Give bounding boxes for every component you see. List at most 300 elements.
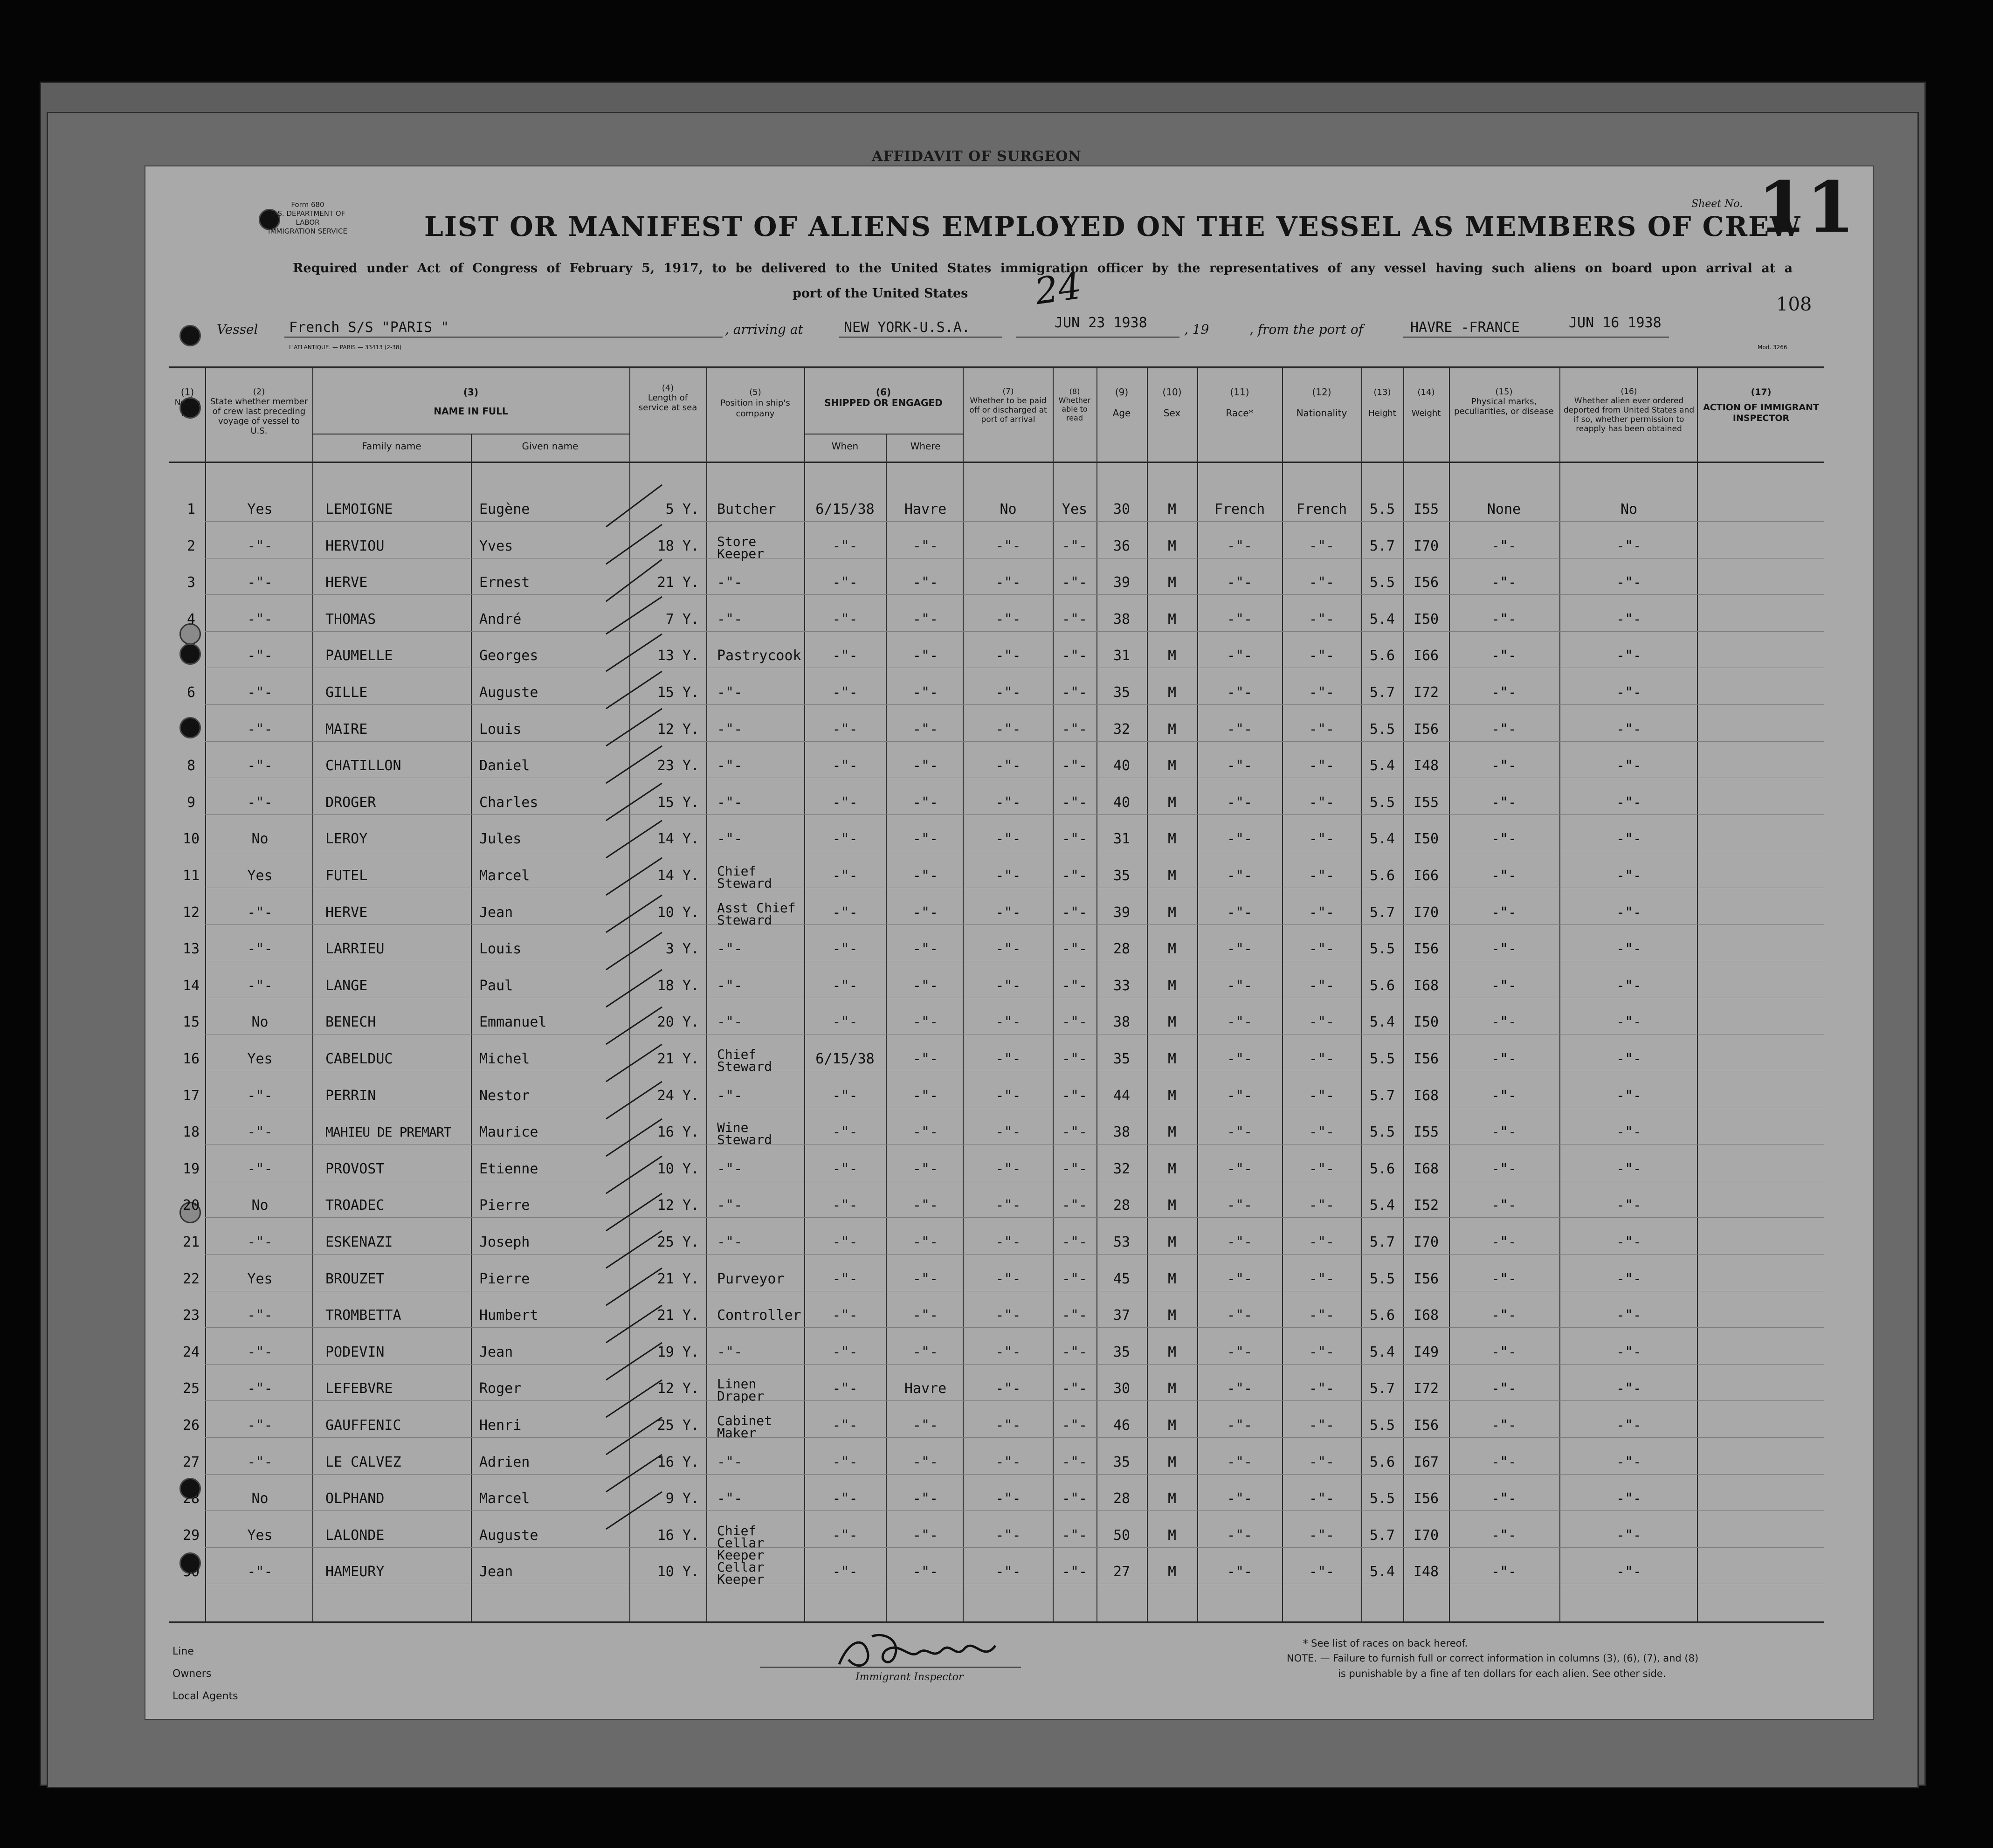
cell-family-name: FUTEL bbox=[325, 868, 368, 884]
cell-given-name: Maurice bbox=[479, 1124, 538, 1141]
cell-position: Chief Steward bbox=[717, 1047, 772, 1074]
cell-weight: I55 bbox=[1413, 501, 1439, 517]
cell-shipped-where: -"- bbox=[912, 648, 938, 664]
cell-family-name: TROADEC bbox=[325, 1197, 385, 1214]
cell-shipped-when: -"- bbox=[832, 794, 858, 811]
cell-height: 5.4 bbox=[1369, 1344, 1395, 1360]
col-sep bbox=[706, 367, 707, 1621]
cell-given-name: Jean bbox=[479, 1344, 513, 1360]
cell-deported: -"- bbox=[1616, 1454, 1642, 1470]
cell-service-length: 18 Y. bbox=[657, 977, 699, 994]
cell-row-number: 18 bbox=[182, 1124, 200, 1141]
cell-shipped-where: -"- bbox=[912, 721, 938, 738]
cell-prev-voyage: Yes bbox=[247, 1051, 273, 1067]
cell-nationality: -"- bbox=[1309, 574, 1335, 591]
cell-age: 38 bbox=[1113, 1014, 1131, 1031]
cell-race: -"- bbox=[1227, 904, 1253, 921]
cell-age: 39 bbox=[1113, 904, 1131, 921]
cell-deported: -"- bbox=[1616, 1490, 1642, 1507]
cell-age: 35 bbox=[1113, 1051, 1131, 1067]
cell-given-name: Michel bbox=[479, 1051, 530, 1067]
cell-family-name: MAIRE bbox=[325, 721, 368, 738]
cell-given-name: Jean bbox=[479, 1564, 513, 1580]
cell-shipped-where: -"- bbox=[912, 868, 938, 884]
cell-sex: M bbox=[1167, 1087, 1177, 1104]
cell-service-length: 23 Y. bbox=[657, 758, 699, 774]
col-9-header: (9) Age bbox=[1112, 386, 1131, 419]
cell-race: -"- bbox=[1227, 1564, 1253, 1580]
cell-shipped-when: -"- bbox=[832, 1564, 858, 1580]
cell-age: 46 bbox=[1113, 1417, 1131, 1434]
col-sep bbox=[1053, 367, 1054, 1621]
cell-weight: I55 bbox=[1413, 794, 1439, 811]
cell-age: 30 bbox=[1113, 501, 1131, 517]
cell-height: 5.7 bbox=[1369, 1087, 1395, 1104]
cell-sex: M bbox=[1167, 1234, 1177, 1250]
cell-weight: I70 bbox=[1413, 1527, 1439, 1544]
cell-row-number: 4 bbox=[186, 611, 196, 627]
cell-position: -"- bbox=[717, 1014, 743, 1031]
cell-able-to-read: -"- bbox=[1062, 1087, 1088, 1104]
cell-sex: M bbox=[1167, 574, 1177, 591]
cell-nationality: -"- bbox=[1309, 831, 1335, 848]
cell-paid-off: -"- bbox=[995, 538, 1021, 554]
cell-able-to-read: -"- bbox=[1062, 868, 1088, 884]
cell-physical-marks: -"- bbox=[1491, 538, 1517, 554]
cell-age: 39 bbox=[1113, 574, 1131, 591]
cell-physical-marks: -"- bbox=[1491, 1344, 1517, 1360]
cell-race: -"- bbox=[1227, 868, 1253, 884]
header-bottom-rule bbox=[169, 462, 1824, 463]
cell-shipped-where: -"- bbox=[912, 1527, 938, 1544]
cell-sex: M bbox=[1167, 1564, 1177, 1580]
cell-paid-off: -"- bbox=[995, 1380, 1021, 1397]
cell-nationality: -"- bbox=[1309, 721, 1335, 738]
row-rule bbox=[205, 1217, 1824, 1218]
cell-weight: I48 bbox=[1413, 1564, 1439, 1580]
cell-family-name: BENECH bbox=[325, 1014, 376, 1031]
cell-given-name: Joseph bbox=[479, 1234, 530, 1250]
cell-deported: -"- bbox=[1616, 1527, 1642, 1544]
port-underline bbox=[839, 337, 1002, 338]
cell-paid-off: -"- bbox=[995, 1270, 1021, 1287]
cell-prev-voyage: -"- bbox=[247, 1454, 273, 1470]
corner-page-number: 108 bbox=[1776, 294, 1812, 315]
form-id-block bbox=[261, 200, 354, 236]
cell-physical-marks: -"- bbox=[1491, 831, 1517, 848]
cell-able-to-read: -"- bbox=[1062, 904, 1088, 921]
row-rule bbox=[205, 1437, 1824, 1438]
cell-row-number: 16 bbox=[182, 1051, 200, 1067]
cell-physical-marks: -"- bbox=[1491, 1380, 1517, 1397]
cell-able-to-read: -"- bbox=[1062, 1051, 1088, 1067]
cell-deported: -"- bbox=[1616, 868, 1642, 884]
cell-position: Cabinet Maker bbox=[717, 1413, 772, 1441]
cell-race: -"- bbox=[1227, 538, 1253, 554]
cell-position: Chief Cellar Keeper bbox=[717, 1523, 765, 1563]
col-15-header: (15) Physical marks, peculiarities, or disease bbox=[1454, 387, 1554, 416]
cell-race: -"- bbox=[1227, 831, 1253, 848]
cell-age: 37 bbox=[1113, 1307, 1131, 1324]
cell-family-name: GILLE bbox=[325, 684, 368, 701]
cell-age: 32 bbox=[1113, 1160, 1131, 1177]
cell-service-length: 10 Y. bbox=[657, 904, 699, 921]
cell-able-to-read: -"- bbox=[1062, 1160, 1088, 1177]
cell-weight: I70 bbox=[1413, 1234, 1439, 1250]
cell-age: 28 bbox=[1113, 941, 1131, 958]
cell-shipped-where: -"- bbox=[912, 904, 938, 921]
cell-race: -"- bbox=[1227, 1454, 1253, 1470]
cell-shipped-when: -"- bbox=[832, 1344, 858, 1360]
cell-age: 50 bbox=[1113, 1527, 1131, 1544]
cell-service-length: 16 Y. bbox=[657, 1527, 699, 1544]
cell-physical-marks: -"- bbox=[1491, 1307, 1517, 1324]
row-rule bbox=[205, 1400, 1824, 1401]
cell-physical-marks: -"- bbox=[1491, 1234, 1517, 1250]
cell-physical-marks: None bbox=[1487, 501, 1521, 517]
service-tick-marks bbox=[601, 480, 671, 1622]
cell-shipped-when: -"- bbox=[832, 648, 858, 664]
cell-nationality: -"- bbox=[1309, 794, 1335, 811]
cell-deported: -"- bbox=[1616, 648, 1642, 664]
cell-deported: -"- bbox=[1616, 1380, 1642, 1397]
printer-line: L'ATLANTIQUE. — PARIS — 33413 (2-38) bbox=[289, 344, 402, 351]
cell-shipped-where: -"- bbox=[912, 1124, 938, 1141]
cell-position: -"- bbox=[717, 1344, 743, 1360]
cell-race: -"- bbox=[1227, 648, 1253, 664]
cell-height: 5.6 bbox=[1369, 1454, 1395, 1470]
cell-position: -"- bbox=[717, 1087, 743, 1104]
cell-shipped-where: Havre bbox=[904, 1380, 947, 1397]
cell-family-name: CHATILLON bbox=[325, 758, 401, 774]
cell-shipped-when: 6/15/38 bbox=[815, 1051, 875, 1067]
shipped-when-subheader: When bbox=[831, 441, 859, 452]
cell-weight: I56 bbox=[1413, 721, 1439, 738]
year-label: , 19 bbox=[1184, 322, 1209, 337]
cell-shipped-when: -"- bbox=[832, 1307, 858, 1324]
col-sep bbox=[205, 367, 206, 1621]
cell-family-name: HERVE bbox=[325, 904, 368, 921]
cell-position: Cellar Keeper bbox=[717, 1559, 765, 1587]
cell-race: -"- bbox=[1227, 1417, 1253, 1434]
cell-row-number: 30 bbox=[182, 1564, 200, 1580]
cell-weight: I50 bbox=[1413, 1014, 1439, 1031]
cell-height: 5.5 bbox=[1369, 721, 1395, 738]
cell-weight: I50 bbox=[1413, 831, 1439, 848]
department-name: U.S. DEPARTMENT OF LABOR bbox=[270, 209, 345, 227]
cell-prev-voyage: No bbox=[251, 1014, 269, 1031]
cell-age: 32 bbox=[1113, 721, 1131, 738]
cell-able-to-read: -"- bbox=[1062, 941, 1088, 958]
cell-given-name: Auguste bbox=[479, 1527, 538, 1544]
cell-sex: M bbox=[1167, 501, 1177, 517]
col-16-header: (16) Whether alien ever ordered deported from United States and if so, whether permission to reapply has been obtained bbox=[1563, 387, 1695, 434]
cell-weight: I66 bbox=[1413, 868, 1439, 884]
cell-weight: I55 bbox=[1413, 1124, 1439, 1141]
cell-height: 5.7 bbox=[1369, 1527, 1395, 1544]
cell-physical-marks: -"- bbox=[1491, 1527, 1517, 1544]
cell-age: 33 bbox=[1113, 977, 1131, 994]
cell-shipped-when: -"- bbox=[832, 1270, 858, 1287]
cell-row-number: 9 bbox=[186, 794, 196, 811]
cell-shipped-where: -"- bbox=[912, 1564, 938, 1580]
cell-row-number: 13 bbox=[182, 941, 200, 958]
col-sep bbox=[312, 367, 313, 1621]
cell-shipped-where: -"- bbox=[912, 1234, 938, 1250]
col-sep bbox=[1697, 367, 1698, 1621]
cell-family-name: OLPHAND bbox=[325, 1490, 385, 1507]
cell-shipped-where: -"- bbox=[912, 1417, 938, 1434]
races-note: * See list of races on back hereof. bbox=[1303, 1638, 1468, 1649]
cell-prev-voyage: -"- bbox=[247, 1124, 273, 1141]
cell-position: -"- bbox=[717, 794, 743, 811]
cell-family-name: PROVOST bbox=[325, 1160, 385, 1177]
cell-service-length: 12 Y. bbox=[657, 1197, 699, 1214]
cell-deported: -"- bbox=[1616, 941, 1642, 958]
cell-height: 5.4 bbox=[1369, 611, 1395, 627]
cell-height: 5.4 bbox=[1369, 1197, 1395, 1214]
cell-nationality: -"- bbox=[1309, 538, 1335, 554]
cell-prev-voyage: -"- bbox=[247, 1307, 273, 1324]
row-rule bbox=[205, 1144, 1824, 1145]
cell-height: 5.7 bbox=[1369, 904, 1395, 921]
cell-paid-off: -"- bbox=[995, 1490, 1021, 1507]
departure-port: HAVRE -FRANCE bbox=[1410, 319, 1520, 336]
cell-prev-voyage: -"- bbox=[247, 904, 273, 921]
cell-paid-off: -"- bbox=[995, 1087, 1021, 1104]
cell-nationality: -"- bbox=[1309, 1380, 1335, 1397]
cell-shipped-when: -"- bbox=[832, 1454, 858, 1470]
cell-race: -"- bbox=[1227, 941, 1253, 958]
cell-sex: M bbox=[1167, 1307, 1177, 1324]
cell-deported: -"- bbox=[1616, 684, 1642, 701]
cell-row-number: 21 bbox=[182, 1234, 200, 1250]
cell-weight: I48 bbox=[1413, 758, 1439, 774]
cell-height: 5.6 bbox=[1369, 977, 1395, 994]
cell-row-number: 19 bbox=[182, 1160, 200, 1177]
cell-family-name: HERVIOU bbox=[325, 538, 385, 554]
cell-prev-voyage: -"- bbox=[247, 1417, 273, 1434]
cell-position: Linen Draper bbox=[717, 1376, 765, 1404]
cell-service-length: 9 Y. bbox=[665, 1490, 699, 1507]
cell-position: Store Keeper bbox=[717, 533, 765, 561]
cell-row-number: 11 bbox=[182, 868, 200, 884]
cell-able-to-read: -"- bbox=[1062, 1454, 1088, 1470]
cell-nationality: -"- bbox=[1309, 1417, 1335, 1434]
requirement-text-line1: Required under Act of Congress of February 5, 1917, to be delivered to the United States immigration officer by the representatives of any vessel having such aliens on board upon arrival at a bbox=[293, 261, 1793, 276]
cell-physical-marks: -"- bbox=[1491, 611, 1517, 627]
cell-position: -"- bbox=[717, 831, 743, 848]
cell-paid-off: -"- bbox=[995, 794, 1021, 811]
cell-shipped-when: -"- bbox=[832, 977, 858, 994]
cell-prev-voyage: -"- bbox=[247, 611, 273, 627]
cell-family-name: HAMEURY bbox=[325, 1564, 385, 1580]
cell-weight: I56 bbox=[1413, 1270, 1439, 1287]
cell-shipped-where: -"- bbox=[912, 611, 938, 627]
cell-deported: -"- bbox=[1616, 1307, 1642, 1324]
cell-position: -"- bbox=[717, 758, 743, 774]
cell-weight: I56 bbox=[1413, 1417, 1439, 1434]
cell-row-number: 17 bbox=[182, 1087, 200, 1104]
col-5-header: (5) Position in ship's company bbox=[720, 387, 790, 419]
cell-position: Wine Steward bbox=[717, 1120, 772, 1148]
cell-shipped-where: -"- bbox=[912, 684, 938, 701]
cell-shipped-where: -"- bbox=[912, 1454, 938, 1470]
cell-height: 5.5 bbox=[1369, 501, 1395, 517]
cell-shipped-when: -"- bbox=[832, 1197, 858, 1214]
cell-age: 27 bbox=[1113, 1564, 1131, 1580]
arrival-date-stamp: JUN 23 1938 bbox=[1055, 315, 1147, 331]
cell-shipped-where: -"- bbox=[912, 574, 938, 591]
cell-shipped-where: -"- bbox=[912, 794, 938, 811]
cell-shipped-where: -"- bbox=[912, 941, 938, 958]
cell-race: -"- bbox=[1227, 1124, 1253, 1141]
cell-given-name: Humbert bbox=[479, 1307, 538, 1324]
cell-sex: M bbox=[1167, 1051, 1177, 1067]
cell-position: -"- bbox=[717, 721, 743, 738]
cell-deported: -"- bbox=[1616, 538, 1642, 554]
cell-height: 5.5 bbox=[1369, 1051, 1395, 1067]
cell-service-length: 18 Y. bbox=[657, 538, 699, 554]
col-11-header: (11) Race* bbox=[1226, 386, 1254, 419]
vessel-name: French S/S "PARIS " bbox=[289, 319, 449, 336]
cell-weight: I56 bbox=[1413, 941, 1439, 958]
cell-age: 45 bbox=[1113, 1270, 1131, 1287]
cell-given-name: Jules bbox=[479, 831, 522, 848]
cell-physical-marks: -"- bbox=[1491, 1014, 1517, 1031]
cell-weight: I66 bbox=[1413, 648, 1439, 664]
cell-sex: M bbox=[1167, 941, 1177, 958]
cell-paid-off: -"- bbox=[995, 1454, 1021, 1470]
cell-race: -"- bbox=[1227, 1380, 1253, 1397]
cell-shipped-when: -"- bbox=[832, 574, 858, 591]
cell-prev-voyage: -"- bbox=[247, 1234, 273, 1250]
cell-service-length: 25 Y. bbox=[657, 1417, 699, 1434]
cell-shipped-where: -"- bbox=[912, 1344, 938, 1360]
cell-sex: M bbox=[1167, 904, 1177, 921]
cell-paid-off: -"- bbox=[995, 1344, 1021, 1360]
cell-shipped-when: -"- bbox=[832, 1417, 858, 1434]
cell-physical-marks: -"- bbox=[1491, 1417, 1517, 1434]
cell-deported: -"- bbox=[1616, 1051, 1642, 1067]
cell-nationality: -"- bbox=[1309, 1087, 1335, 1104]
col-7-header: (7) Whether to be paid off or discharged at port of arrival bbox=[969, 387, 1047, 424]
cell-weight: I68 bbox=[1413, 977, 1439, 994]
cell-weight: I67 bbox=[1413, 1454, 1439, 1470]
cell-shipped-when: -"- bbox=[832, 941, 858, 958]
cell-shipped-where: -"- bbox=[912, 1051, 938, 1067]
cell-sex: M bbox=[1167, 1197, 1177, 1214]
cell-sex: M bbox=[1167, 538, 1177, 554]
cell-height: 5.4 bbox=[1369, 831, 1395, 848]
cell-service-length: 7 Y. bbox=[665, 611, 699, 627]
cell-service-length: 16 Y. bbox=[657, 1124, 699, 1141]
cell-position: -"- bbox=[717, 1234, 743, 1250]
cell-weight: I68 bbox=[1413, 1307, 1439, 1324]
col-sep bbox=[963, 367, 964, 1621]
cell-race: -"- bbox=[1227, 1160, 1253, 1177]
cell-nationality: -"- bbox=[1309, 1197, 1335, 1214]
cell-given-name: Auguste bbox=[479, 684, 538, 701]
cell-able-to-read: -"- bbox=[1062, 1270, 1088, 1287]
cell-row-number: 3 bbox=[186, 574, 196, 591]
cell-position: Pastrycook bbox=[717, 648, 801, 664]
cell-race: -"- bbox=[1227, 1051, 1253, 1067]
cell-row-number: 15 bbox=[182, 1014, 200, 1031]
cell-age: 35 bbox=[1113, 684, 1131, 701]
col-10-header: (10) Sex bbox=[1162, 386, 1182, 419]
sheet-number: 11 bbox=[1758, 166, 1855, 248]
cell-race: -"- bbox=[1227, 758, 1253, 774]
cell-deported: -"- bbox=[1616, 831, 1642, 848]
cell-sex: M bbox=[1167, 794, 1177, 811]
cell-service-length: 10 Y. bbox=[657, 1564, 699, 1580]
cell-race: -"- bbox=[1227, 1490, 1253, 1507]
row-rule bbox=[205, 814, 1824, 815]
cell-race: -"- bbox=[1227, 721, 1253, 738]
cell-able-to-read: -"- bbox=[1062, 1417, 1088, 1434]
cell-prev-voyage: No bbox=[251, 831, 269, 848]
cell-prev-voyage: Yes bbox=[247, 501, 273, 517]
col-sep bbox=[1449, 367, 1450, 1621]
cell-physical-marks: -"- bbox=[1491, 1051, 1517, 1067]
cell-height: 5.5 bbox=[1369, 794, 1395, 811]
cell-sex: M bbox=[1167, 758, 1177, 774]
cell-race: -"- bbox=[1227, 684, 1253, 701]
sheet-label: Sheet No. bbox=[1691, 198, 1743, 210]
cell-paid-off: -"- bbox=[995, 1197, 1021, 1214]
cell-sex: M bbox=[1167, 684, 1177, 701]
cell-race: -"- bbox=[1227, 1197, 1253, 1214]
cell-weight: I68 bbox=[1413, 1160, 1439, 1177]
cell-physical-marks: -"- bbox=[1491, 977, 1517, 994]
cell-height: 5.5 bbox=[1369, 941, 1395, 958]
cell-age: 35 bbox=[1113, 1344, 1131, 1360]
row-rule bbox=[205, 558, 1824, 559]
cell-sex: M bbox=[1167, 1270, 1177, 1287]
cell-prev-voyage: -"- bbox=[247, 1344, 273, 1360]
form-model: Mod. 3266 bbox=[1758, 344, 1787, 351]
cell-position: Butcher bbox=[717, 501, 776, 517]
cell-physical-marks: -"- bbox=[1491, 648, 1517, 664]
cell-height: 5.7 bbox=[1369, 684, 1395, 701]
cell-nationality: French bbox=[1296, 501, 1347, 517]
date-underline bbox=[1016, 337, 1179, 338]
fine-note: NOTE. — Failure to furnish full or correct information in columns (3), (6), (7), and (8) bbox=[1287, 1653, 1699, 1664]
cell-deported: -"- bbox=[1616, 1124, 1642, 1141]
cell-family-name: LEFEBVRE bbox=[325, 1380, 393, 1397]
cell-age: 44 bbox=[1113, 1087, 1131, 1104]
cell-age: 35 bbox=[1113, 1454, 1131, 1470]
cell-position: -"- bbox=[717, 1197, 743, 1214]
cell-service-length: 13 Y. bbox=[657, 648, 699, 664]
cell-nationality: -"- bbox=[1309, 1527, 1335, 1544]
cell-paid-off: -"- bbox=[995, 758, 1021, 774]
cell-paid-off: -"- bbox=[995, 611, 1021, 627]
cell-position: -"- bbox=[717, 977, 743, 994]
family-name-subheader: Family name bbox=[362, 441, 421, 452]
cell-paid-off: -"- bbox=[995, 831, 1021, 848]
cell-given-name: Adrien bbox=[479, 1454, 530, 1470]
cell-able-to-read: -"- bbox=[1062, 684, 1088, 701]
cell-row-number: 14 bbox=[182, 977, 200, 994]
cell-row-number: 12 bbox=[182, 904, 200, 921]
row-rule bbox=[205, 1364, 1824, 1365]
cell-nationality: -"- bbox=[1309, 1234, 1335, 1250]
cell-prev-voyage: -"- bbox=[247, 1087, 273, 1104]
cell-deported: -"- bbox=[1616, 794, 1642, 811]
cell-shipped-where: -"- bbox=[912, 1490, 938, 1507]
